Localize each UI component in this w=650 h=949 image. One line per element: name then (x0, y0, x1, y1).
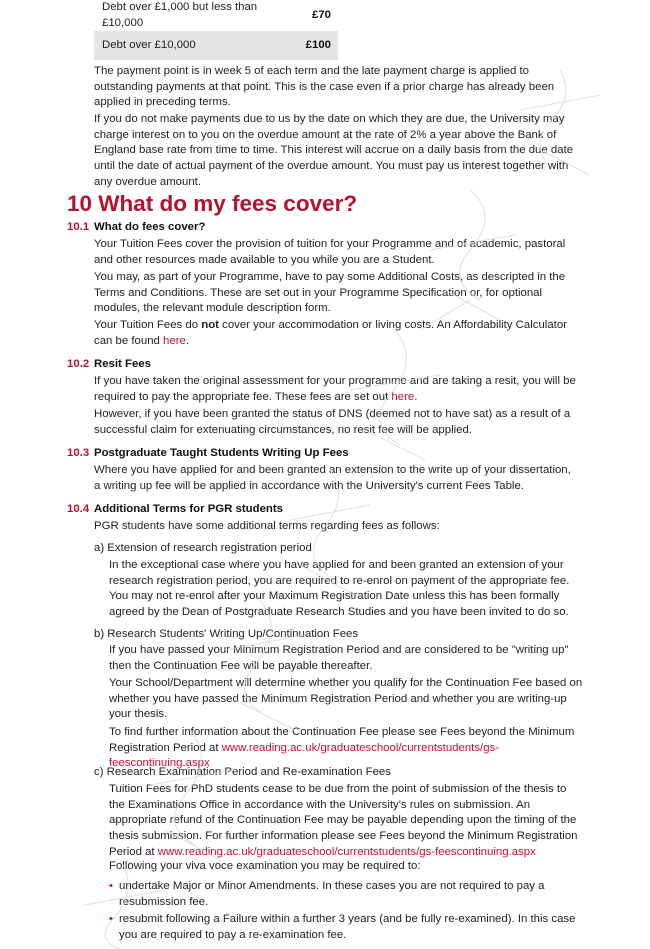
late-payment-fee-table (94, 0, 338, 60)
text-part: . (185, 334, 190, 347)
table-row (94, 0, 338, 31)
subsection-title-text: What do fees cover? (94, 221, 206, 233)
item-c-paragraph-2: Following your viva voce examination you may be required to: (109, 860, 421, 872)
subsection-title-text: Additional Terms for PGR students (94, 503, 284, 515)
text-part: . (414, 390, 418, 403)
item-c-paragraph-1 (109, 782, 583, 861)
fees-cover-paragraph: Your Tuition Fees cover the provision of tuition for your Programme and of academic, pastoral and other resources made available to you while you are a Student. (94, 238, 566, 266)
affordability-calculator-link[interactable]: here (163, 334, 186, 347)
resit-fees-link[interactable]: here (391, 390, 415, 403)
bullet-icon: • (109, 913, 113, 925)
text-part: Your Tuition Fees do (94, 319, 202, 331)
fee-label: Debt over £10,000 (94, 31, 298, 60)
pgr-intro-paragraph: PGR students have some additional terms regarding fees as follows: (94, 520, 440, 532)
text-part: To find further information about the Continuation Fee please see Fees beyond the Minimum Registration Period at (109, 726, 575, 754)
item-a-paragraph: In the exceptional case where you have applied for and been granted an extension of your research registration period, you are required to re-enrol on payment of the appropriate fee. You may not re-enrol after your Maximum Registration Date unless this has been formally agreed by the Dean of Postgraduate Research Studies and you have been invited to do so. (109, 559, 570, 619)
subsection-number: 10.2 (67, 358, 90, 370)
subsection-title-text: Resit Fees (94, 358, 151, 370)
subsection-title-text: Postgraduate Taught Students Writing Up Fees (94, 447, 349, 459)
list-item-text: undertake Major or Minor Amendments. In these cases you are not required to pay a resubmission fee. (119, 880, 545, 908)
subsection-number: 10.1 (67, 221, 90, 233)
payment-point-paragraph: The payment point is in week 5 of each term and the late payment charge is applied to outstanding payments at that point. This is the case even if a prior charge has already been applied in preceding terms. (94, 65, 555, 109)
fee-label: Debt over £1,000 but less than £10,000 (94, 0, 298, 31)
section-heading: 10 What do my fees cover? (67, 191, 358, 216)
text-part: Tuition Fees for PhD students cease to be due from the point of submission of the thesis to the Examinations Office in accordance with the University's rules on submission. An appropriate refund of the Continuation Fee may be payable depending upon the timing of the thesis submission. For further information please see Fees beyond the Minimum Registration Period at (109, 783, 578, 858)
subsection-title-10-3 (67, 446, 567, 462)
subsection-number: 10.3 (67, 447, 90, 459)
subsection-title-10-1 (67, 220, 567, 236)
list-item-text: resubmit following a Failure within a further 3 years (and be fully re-examined). In this case you are required to pay a re-examination fee. (119, 913, 576, 941)
accommodation-paragraph (94, 318, 580, 349)
registration-period-link[interactable]: www.reading.ac.uk/graduateschool/currentstudents/gs-feescontinuing.aspx (157, 845, 536, 858)
item-b-paragraph-2: Your School/Department will determine whether you qualify for the Continuation Fee based on whether you have passed the Minimum Registration Period and whether you are writing-up your thesis. (109, 677, 583, 721)
text-part: cover your accommodation or living costs. An Affordability Calculator can be found (94, 319, 567, 347)
emphasis-not: not (201, 319, 219, 331)
resit-paragraph (94, 374, 580, 405)
fee-amount: £70 (298, 0, 338, 31)
subsection-title-10-4 (67, 502, 567, 518)
item-c-title: c) Research Examination Period and Re-examination Fees (94, 766, 391, 778)
additional-costs-paragraph: You may, as part of your Programme, have to pay some Additional Costs, as descripted in the Terms and Conditions. These are set out in your Programme Specification or, for optional modules, the relevant module description form. (94, 271, 566, 315)
dns-paragraph: However, if you have been granted the status of DNS (deemed not to have sat) as a result of a successful claim for extenuating circumstances, no resit fee will be applied. (94, 408, 571, 436)
interest-paragraph: If you do not make payments due to us by the date on which they are due, the University may charge interest on to you on the overdue amount at the rate of 2% a year above the Bank of England base rate from time to time. This interest will accrue on a daily basis from the due date until the date of actual payment of the overdue amount. You must pay us interest together with any overdue amount. (94, 113, 574, 188)
writing-up-paragraph: Where you have applied for and been granted an extension to the write up of your dissertation, a writing up fee will be applied in accordance with the University's current Fees Table. (94, 464, 571, 492)
text-part: If you have taken the original assessment for your programme and are taking a resit, you will be required to pay the appropriate fee. These fees are set out (94, 375, 576, 403)
list-item (109, 879, 593, 910)
item-b-paragraph-1: If you have passed your Minimum Registration Period and are considered to be "writing up" then the Continuation Fee will be payable thereafter. (109, 644, 569, 672)
subsection-number: 10.4 (67, 503, 90, 515)
table-row (94, 31, 338, 60)
item-a-title: a) Extension of research registration period (94, 542, 312, 554)
bullet-icon: • (109, 880, 113, 892)
item-b-title: b) Research Students' Writing Up/Continuation Fees (94, 628, 359, 640)
continuation-fee-link[interactable]: www.reading.ac.uk/graduateschool/currentstudents/gs-feescontinuing.aspx (109, 741, 500, 770)
list-item (109, 912, 593, 943)
fee-amount: £100 (298, 31, 338, 60)
subsection-title-10-2 (67, 357, 567, 373)
